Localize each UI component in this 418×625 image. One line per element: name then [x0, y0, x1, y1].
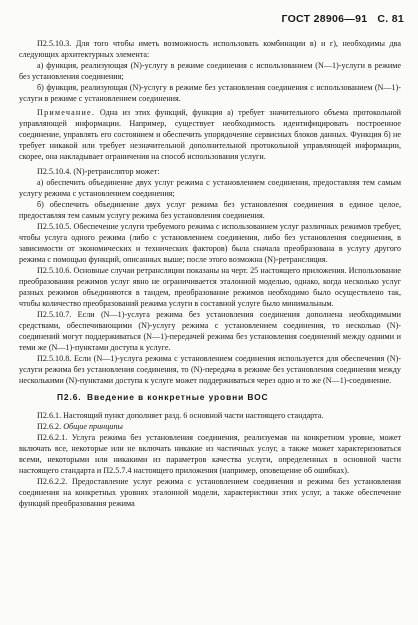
- subsection-title: Общие принципы: [63, 421, 123, 431]
- section-title: Введение в конкретные уровни ВОС: [87, 392, 269, 403]
- note-label: Примечание.: [37, 108, 96, 118]
- note-text: Одна из этих функций, функция а) требует значительного объема протокольной управляющей информации. Например, существует необходимость идентифицировать построенное соединение, управлять его состоянием и обеспечить упорядочение сервисных блоков данных. Функция б) не требует никакой или требует незначительной дополнительной протокольной управляющей информации, скорее, она накладывает ограничения на способ использования услуги.: [19, 108, 401, 162]
- subsection-number: П2.6.2.: [37, 421, 62, 431]
- paragraph: П2.5.10.7. Если (N—1)-услуга режима без установления соединения дополнена необходимыми средствами, обеспечивающими (N)-услугу режима с установлением соединения, то несколько (N)-соединений могут поддерживаться (N—1)-передачей режима без установления соединений между одними и теми же (N—1)-пунктами доступа к услуге.: [19, 310, 401, 353]
- page-body: [19, 38, 401, 509]
- paragraph: П2.6.1. Настоящий пункт дополняет разд. 6 основной части настоящего стандарта.: [37, 410, 324, 420]
- list-item: б) функция, реализующая (N)-услугу в режиме без установления соединения с использованием (N—1)-услуги в режиме с установлением соединения.: [19, 83, 401, 104]
- paragraph: П2.5.10.5. Обеспечение услуги требуемого режима с использованием услуг различных режимов требует, чтобы услуга одного режима (либо с установлением соединения, либо без установления соединения, в зависимости от экономических и технических факторов) была сначала преобразована в услугу другого режима с помощью функций, описанных выше; после этого возможна (N)-ретрансляция.: [19, 221, 401, 264]
- list-item: а) обеспечить объединение двух услуг режима с установлением соединения, предоставляя тем самым услугу режима с установлением соединения;: [19, 177, 401, 198]
- paragraph: П2.5.10.6. Основные случаи ретрансляции показаны на черт. 25 настоящего приложения. Использование преобразования режимов услуг явно не ограничивается эталонной моделью, однако, когда несколько услуг разных режимов объединяются в тандем, преобразование режимов необходимо было осуществлено так, чтобы количество преобразований режима услуги в составной услуге было минимальным.: [19, 265, 401, 309]
- paragraph: П2.5.10.3. Для того чтобы иметь возможность использовать комбинации в) и г), необходимы два следующих архитектурных элемента:: [19, 39, 401, 60]
- list-item: б) обеспечить объединение двух услуг режима без установления соединения в единое целое, предоставляя тем самым услугу режима без установления соединения.: [19, 199, 401, 220]
- standard-number: ГОСТ 28906—91: [281, 13, 368, 25]
- paragraph: П2.6.2.2. Предоставление услуг режима с установлением соединения и режима без установления соединения на конкретных уровнях эталонной модели, характеристики этих услуг, а также обеспечение функций преобразования режима: [19, 476, 401, 508]
- section-heading: [19, 392, 401, 403]
- paragraph: П2.6.2.1. Услуга режима без установления соединения, реализуемая на конкретном уровне, может включать все, некоторые или не включать никакие из частичных услуг, а также может характеризоваться всеми, некоторыми или никакими из параметров качества услуги, определенных в основной части настоящего стандарта и П2.5.7.4 настоящего приложения (например, оповещение об ошибках).: [19, 432, 401, 475]
- page-header: [281, 13, 404, 25]
- subsection-heading: [19, 421, 401, 432]
- paragraph: П2.5.10.8. Если (N—1)-услуга режима с установлением соединения используется для обеспечения (N)-услуги режима без установления соединения, то (N)-передача в режиме без установления соединения между несколькими (N)-пунктами доступа к услуге может поддерживаться через одно и то же (N—1)-соединение.: [19, 354, 401, 386]
- list-item: а) функция, реализующая (N)-услугу в режиме соединения с использованием (N—1)-услуги в режиме без установления соединения;: [19, 61, 401, 82]
- note: [19, 107, 401, 162]
- section-number: П2.6.: [57, 392, 82, 403]
- page-number: С. 81: [377, 13, 404, 25]
- paragraph: П2.5.10.4. (N)-ретранслятор может:: [37, 166, 160, 176]
